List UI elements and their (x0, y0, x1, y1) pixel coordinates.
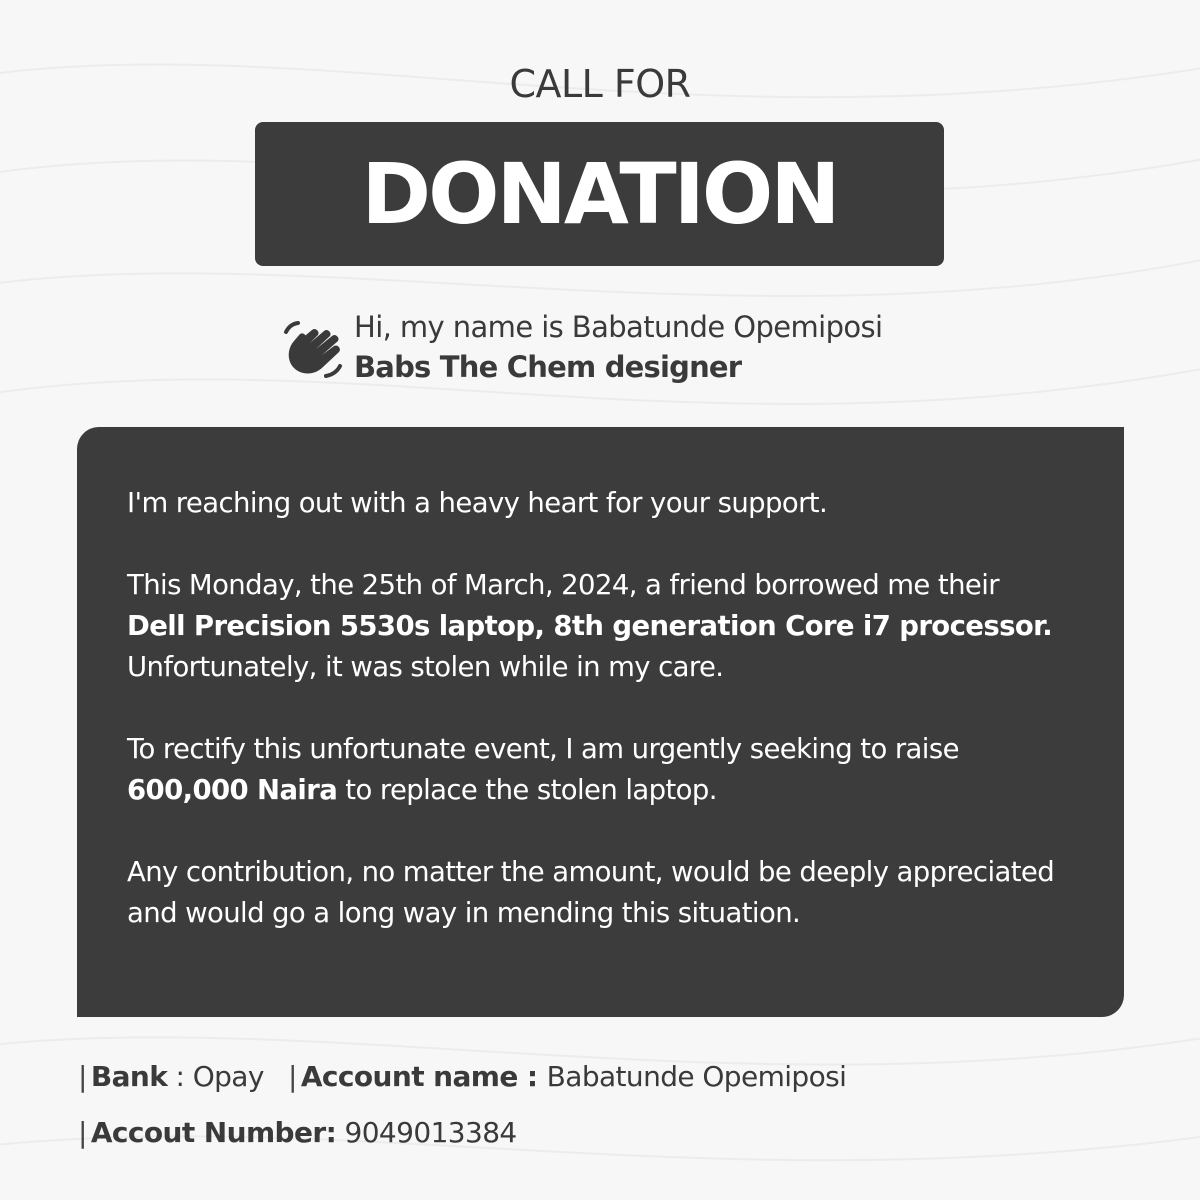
bank-row (78, 1060, 264, 1093)
message-p2-end: Unfortunately, it was stolen while in my care. (127, 651, 724, 683)
message-p3-text: To rectify this unfortunate event, I am urgently seeking to raise (127, 733, 959, 765)
bank-label: Bank (90, 1060, 168, 1093)
call-for-label: CALL FOR (509, 62, 691, 106)
page-title: DONATION (361, 145, 838, 243)
message-paragraph-2 (127, 565, 1064, 688)
waving-hand-icon (280, 318, 344, 382)
bank-separator: : (167, 1060, 193, 1093)
account-name-label: Account name (300, 1060, 518, 1093)
target-amount-text: 600,000 Naira (127, 774, 338, 806)
divider-bar: | (78, 1060, 87, 1093)
title-banner (255, 122, 944, 266)
account-name-value: Babatunde Opemiposi (546, 1060, 847, 1093)
divider-bar: | (78, 1116, 87, 1149)
message-card (77, 427, 1124, 1017)
message-p2-text: This Monday, the 25th of March, 2024, a friend borrowed me their (127, 569, 999, 601)
message-p3-end: to replace the stolen laptop. (337, 774, 717, 806)
intro-tagline: Babs The Chem designer (354, 350, 742, 384)
intro-greeting: Hi, my name is Babatunde Opemiposi (354, 310, 883, 344)
account-name-separator: : (517, 1060, 547, 1093)
bank-value: Opay (192, 1060, 264, 1093)
message-paragraph-1: I'm reaching out with a heavy heart for your support. (127, 487, 828, 519)
divider-bar: | (288, 1060, 297, 1093)
account-number-row (78, 1116, 517, 1149)
laptop-model-text: Dell Precision 5530s laptop, 8th generation Core i7 processor. (127, 610, 1053, 642)
account-number-label: Accout Number: (90, 1116, 337, 1149)
account-name-row (288, 1060, 846, 1093)
account-number-value: 9049013384 (336, 1116, 517, 1149)
message-paragraph-4: Any contribution, no matter the amount, would be deeply appreciated and would go a long way in mending this situation. (127, 856, 1055, 929)
message-paragraph-3 (127, 729, 1064, 811)
